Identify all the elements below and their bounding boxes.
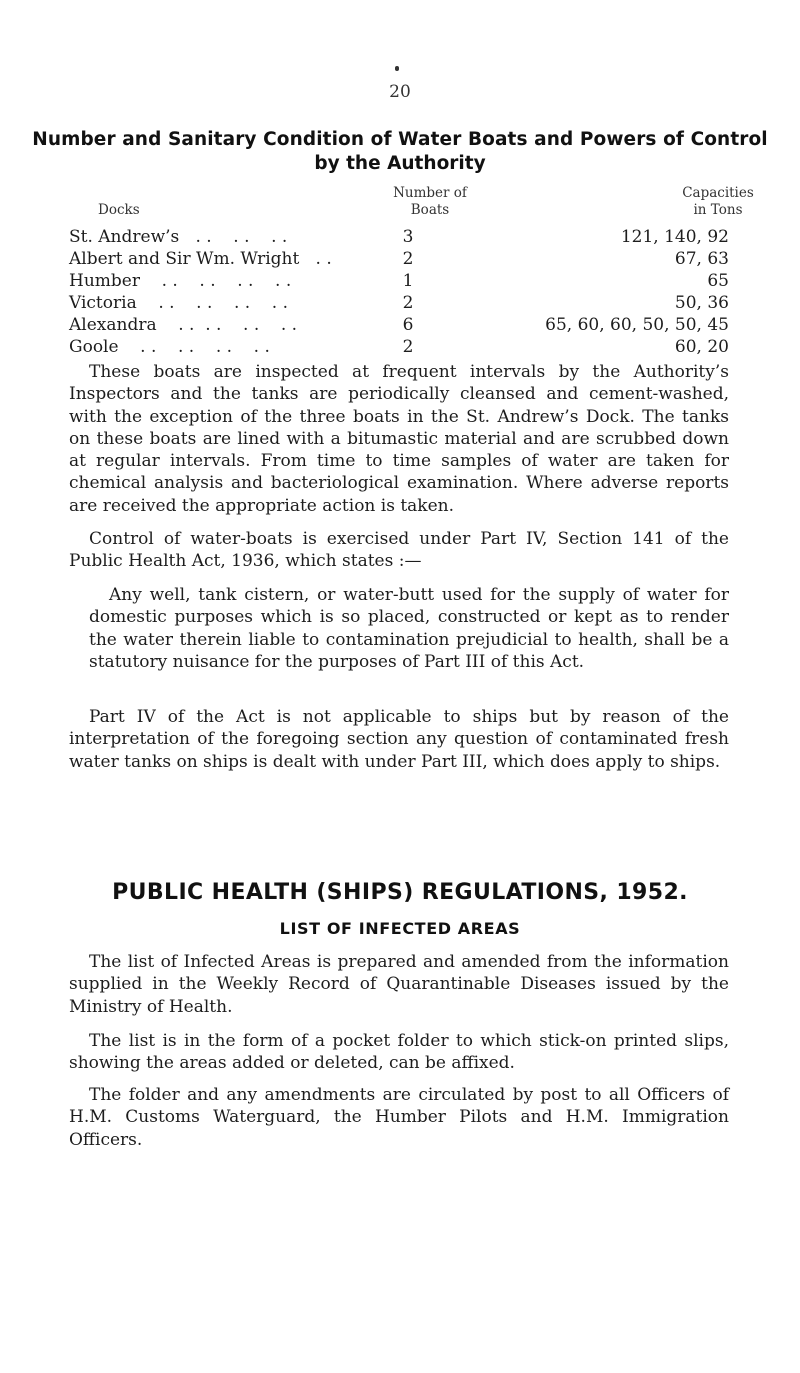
boat-capacities: 60, 20 [674, 337, 729, 357]
boat-count: 1 [402, 271, 414, 291]
boat-count: 6 [402, 315, 414, 335]
page-title: Number and Sanitary Condition of Water Boats and Powers of Control [32, 129, 768, 150]
part-iv-paragraph: Part IV of the Act is not applicable to ships but by reason of the interpretation of the foregoing section any question of contaminated fresh water tanks on ships is dealt with under Part III, which does apply to ships. [69, 707, 729, 772]
boat-capacities: 65, 60, 60, 50, 50, 45 [545, 315, 729, 335]
dock-name: Victoria . . . . . . . . [69, 293, 289, 313]
page-number: 20 [0, 82, 800, 102]
boat-count: 2 [402, 249, 414, 269]
infected-areas-paragraph: The list of Infected Areas is prepared and amended from the information supplied in the Weekly Record of Quarantinable Diseases issued by the Ministry of Health. [69, 952, 729, 1017]
table-row [0, 337, 800, 359]
boat-count: 3 [402, 227, 414, 247]
dock-name: Goole . . . . . . . . [69, 337, 270, 357]
boat-capacities: 65 [707, 271, 729, 291]
column-header-number-line2: Boats [410, 202, 450, 218]
column-header-number-line1: Number of [393, 185, 467, 201]
boat-capacities: 67, 63 [674, 249, 729, 269]
boat-count: 2 [402, 337, 414, 357]
pocket-folder-paragraph: The list is in the form of a pocket folder to which stick-on printed slips, showing the areas added or deleted, can be affixed. [69, 1031, 729, 1074]
column-header-capacities-line2: in Tons [693, 202, 743, 218]
column-header-docks: Docks [98, 202, 140, 218]
circulation-paragraph: The folder and any amendments are circulated by post to all Officers of H.M. Customs Waterguard, the Humber Pilots and H.M. Immigration Officers. [69, 1085, 729, 1150]
control-paragraph: Control of water-boats is exercised under Part IV, Section 141 of the Public Health Act, 1936, which states :— [69, 529, 729, 572]
table-row [0, 227, 800, 249]
column-header-capacities-line1: Capacities [682, 185, 754, 201]
dock-name: St. Andrew’s . . . . . . [69, 227, 288, 247]
table-row [0, 293, 800, 315]
dock-name: Humber . . . . . . . . [69, 271, 292, 291]
inspection-paragraph: These boats are inspected at frequent intervals by the Authority’s Inspectors and the tanks are periodically cleansed and cement-washed, with the exception of the three boats in the St. Andrew’s Dock. The tanks on these boats are lined with a bitumastic material and are scrubbed down at regular intervals. From time to time samples of water are taken for chemical analysis and bacteriological examination. Where adverse reports are received the appropriate action is taken. [69, 362, 729, 516]
act-quotation: Any well, tank cistern, or water-butt used for the supply of water for domestic purposes which is so placed, constructed or kept as to render the water therein liable to contamination prejudicial to health, shall be a statutory nuisance for the purposes of Part III of this Act. [89, 585, 729, 672]
boat-capacities: 121, 140, 92 [620, 227, 729, 247]
column-header-number-of-boats [355, 185, 505, 219]
boat-count: 2 [402, 293, 414, 313]
table-row [0, 315, 800, 337]
section-subtitle: LIST OF INFECTED AREAS [279, 919, 521, 938]
table-row [0, 249, 800, 271]
section-title: PUBLIC HEALTH (SHIPS) REGULATIONS, 1952. [112, 880, 688, 905]
dock-name: Alexandra . . . . . . . . [69, 315, 298, 335]
table-row [0, 271, 800, 293]
dock-name: Albert and Sir Wm. Wright . . [69, 249, 332, 269]
column-header-capacities [648, 185, 788, 219]
page-title-line2: by the Authority [314, 153, 486, 174]
boat-capacities: 50, 36 [674, 293, 729, 313]
